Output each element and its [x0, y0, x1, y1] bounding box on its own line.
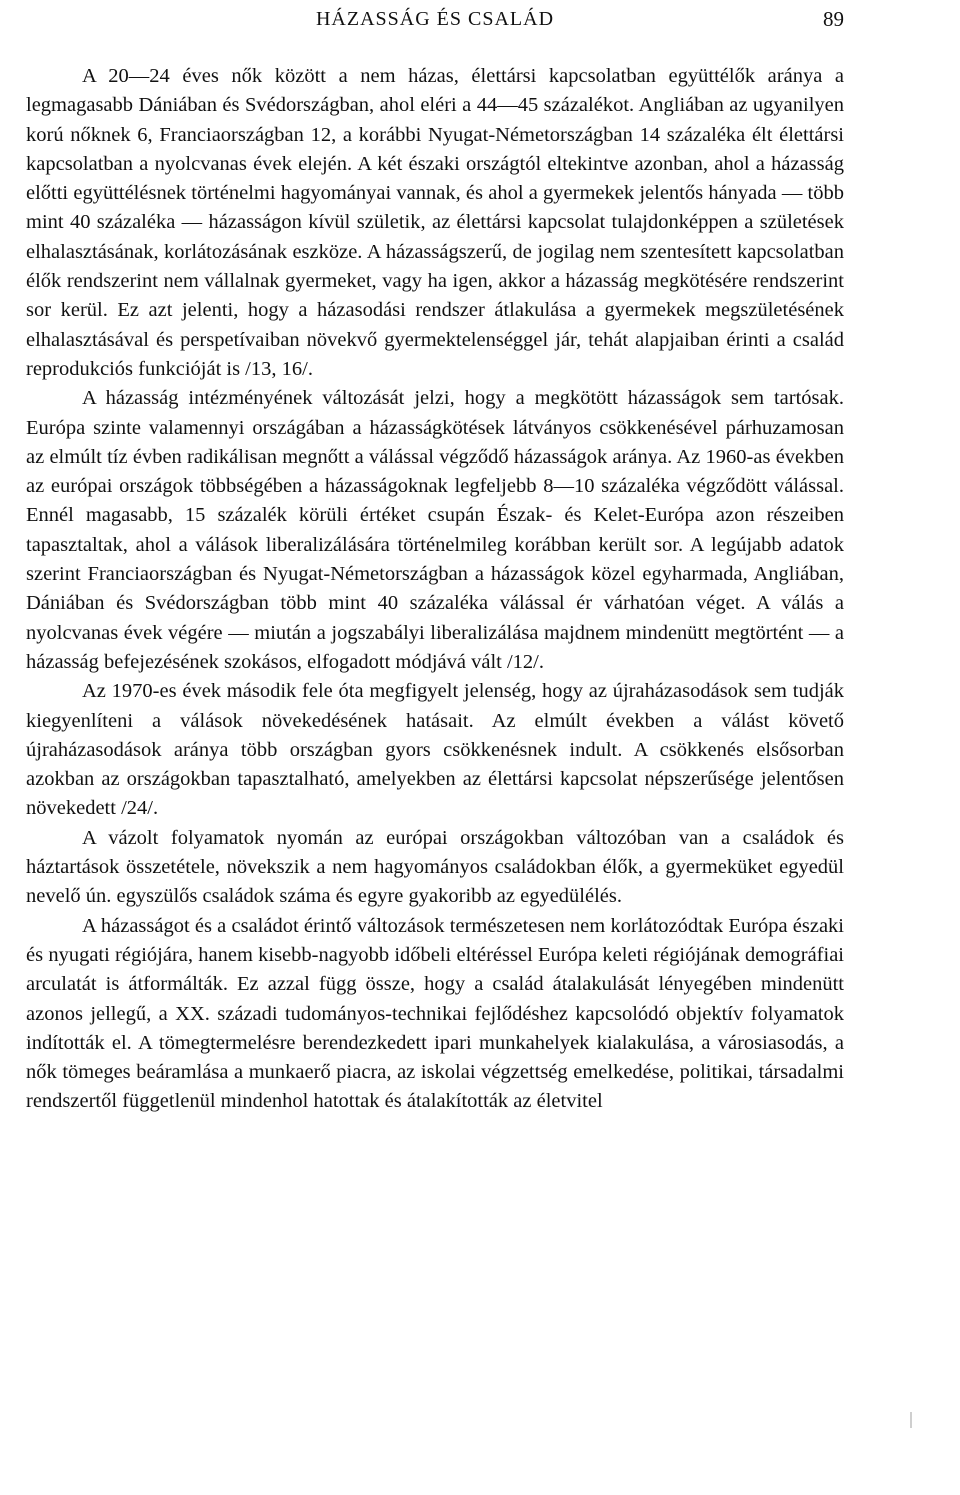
scan-artifact-mark [910, 1412, 912, 1428]
book-page [26, 0, 844, 1495]
body-text [26, 62, 844, 1117]
paragraph: A házasságot és a családot érintő változások természetesen nem korlátozódtak Európa északi és nyugati régiójára, hanem kisebb-nagyobb időbeli eltéréssel Európa keleti régiójának demográfiai arculatát is átformálták. Ez azzal függ össze, hogy a család átalakulását lényegében mindenütt azonos jellegű, a XX. századi tudományos-technikai fejlődéshez kapcsolódó objektív folyamatok indították el. A tömegtermelésre berendezkedett ipari munkahelyek kialakulása, a városiasodás, a nők tömeges beáramlása a munkaerő piacra, az iskolai végzettség emelkedése, politikai, társadalmi rendszertől függetlenül mindenhol hatottak és átalakították az életvitel [26, 914, 844, 1113]
running-title: HÁZASSÁG ÉS CSALÁD [315, 8, 555, 30]
paragraph: A vázolt folyamatok nyomán az európai országokban változóban van a családok és háztartások összetétele, növekszik a nem hagyományos családokban élők, a gyermeküket egyedül nevelő ún. egyszülős családok száma és egyre gyakoribb az egyedülélés. [26, 826, 844, 908]
paragraph: A 20—24 éves nők között a nem házas, élettársi kapcsolatban együttélők aránya a legmagasabb Dániában és Svédországban, ahol eléri a 44—45 százalékot. Angliában az ugyanilyen korú nőknek 6, Franciaországban 12, a korábbi Nyugat-Németországban 14 százaléka élt élettársi kapcsolatban a nyolcvanas évek elején. A két északi országtól eltekintve azonban, ahol a házasság előtti együttélésnek történelmi hagyományai vannak, és ahol a gyermekek jelentős hányada — több mint 40 százaléka — házasságon kívül születik, az élettársi kapcsolat tulajdonképpen a születések elhalasztásának, korlátozásának eszköze. A házasságszerű, de jogilag nem szentesített kapcsolatban élők rendszerint nem vállalnak gyermeket, vagy ha igen, akkor a házasság megkötésére rendszerint sor kerül. Ez azt jelenti, hogy a házasodási rendszer átlakulása a gyermekek megszületésének elhalasztásával és perspetívaiban növekvő gyermektelenséggel jár, tehát alapjaiban érinti a család reprodukciós funkcióját is /13, 16/. [26, 65, 844, 380]
running-header [26, 2, 844, 36]
paragraph: Az 1970-es évek második fele óta megfigyelt jelenség, hogy az újraházasodások sem tudják kiegyenlíteni a válások növekedésének hatásait. Az elmúlt években a válást követő újraházasodások aránya több országban gyors csökkenésnek indult. A csökkenés elsősorban azokban az országokban tapasztalható, amelyekben az élettársi kapcsolat népszerűsége jelentősen növekedett /24/. [26, 680, 844, 820]
paragraph: A házasság intézményének változását jelzi, hogy a megkötött házasságok sem tartósak. Európa szinte valamennyi országában a házasságkötések látványos csökkenésével párhuzamosan az elmúlt tíz évben radikálisan megnőtt a válással végződő házasságok aránya. Az 1960-as években az európai országok többségében a házasságoknak legfeljebb 8—10 százaléka végződött válással. Ennél magasabb, 15 százalék körüli értéket csupán Észak- és Kelet-Európa azon részeiben tapasztaltak, ahol a válások liberalizálására történelmileg korábban került sor. A legújabb adatok szerint Franciaországban és Nyugat-Németországban a házasságok közel egyharmada, Angliában, Dániában és Svédországban több mint 40 százaléka válással ér várhatóan véget. A válás a nyolcvanas évek végére — miután a jogszabályi liberalizálása majdnem mindenütt megtörtént — a házasság befejezésének szokásos, elfogadott módjává vált /12/. [26, 387, 844, 673]
page-number: 89 [823, 7, 844, 31]
